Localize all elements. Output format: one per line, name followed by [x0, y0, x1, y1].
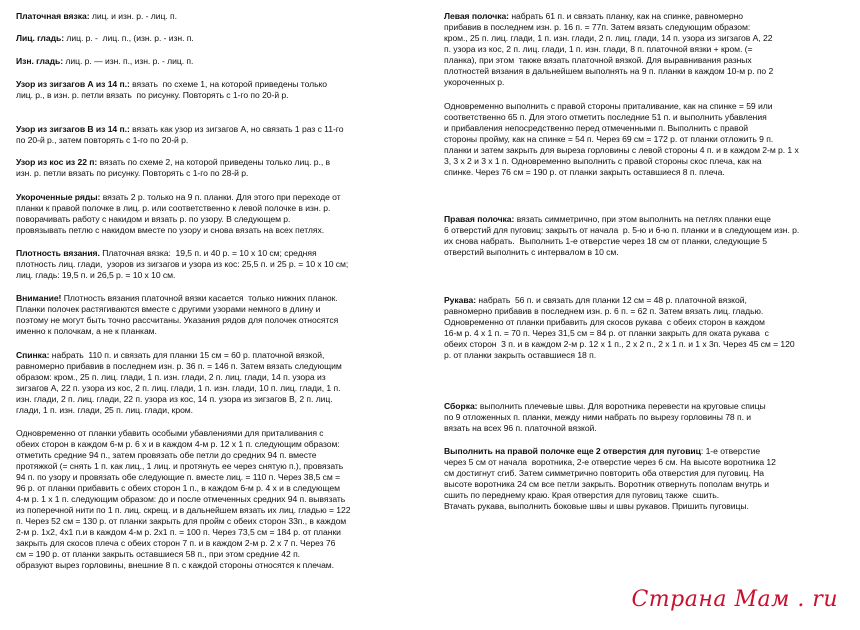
para-back-shaping: Одновременно от планки убавить особыми убавлениями для приталивания с обеих сторон в каждом 6-м р. 6 х и в каждом 4-м р. 12 х 1 п. следующим образом: отметить средние 94 п., затем провязать обе петли до средних 94 п. вместе протяжкой (= снять 1 п. как лиц., 1 лиц. и протянуть ее через снятую п.), провязать 94 п. по узору и провязать обе следующие п. вместе лиц. = 110 п. Через 38,5 см = 96 р. от планки прибавить с обеих сторон 1 п., в каждом 6-м р. 4 х и в следующем 4-м р. 1 х 1 п. следующим образом: до и после отмеченных средних 94 п. вывязать из поперечной нити по 1 п. лиц. скрещ. и в дальнейшем вязать их лиц. гладью = 122 п. Через 52 см = 130 р. от планки закрыть для пройм с обеих сторон 33п., в каждом 2-м р. 1х2, 4х1 п.и в каждом 4-м р. 2х1 п. = 100 п. Через 73,5 см = 184 р. от планки закрыть для скосов плеча с обеих сторон 7 п. и в каждом 2-м р. 2 х 7 п. Через 76 см = 190 р. от планки закрыть оставшиеся 58 п., при этом средние 42 п. образуют вырез горловины, внешние 8 п. с каждой стороны относятся к плечам. — [16, 428, 351, 570]
para-assembly: Сборка: выполнить плечевые швы. Для воротника перевести на круговые спицы по 9 отложенных п. планки, между ними набрать по вырезу горловины 78 п. и вязать на всех 96 п. платочной вязкой. — [444, 401, 766, 433]
para-gauge: Плотность вязания. Платочная вязка: 19,5 п. и 40 р. = 10 х 10 см; средняя плотность лиц. глади, узоров из зигзагов и узора из кос: 25,5 п. и 25 р. = 10 х 10 см; лиц. гладь: 19,5 п. и 26,5 р. = 10 х 10 см. — [16, 248, 349, 280]
watermark-text: Страна Мам . ru — [631, 587, 838, 612]
para-buttonholes: Выполнить на правой полочке еще 2 отверстия для пуговиц: 1-е отверстие через 5 см от начала воротника, 2-е отверстие через 6 см. На высоте воротника 12 см достигнут сгиб. Затем симметрично повторить оба отверстия для пуговиц. На высоте воротника 24 см все петли закрыть. Воротник отвернуть пополам внутрь и сшить по переднему краю. Края отверстия для пуговиц также сшить. Втачать рукава, выполнить боковые швы и швы рукавов. Пришить пуговицы. — [444, 446, 776, 511]
para-platochnaya: Платочная вязка: лиц. и изн. р. - лиц. п. — [16, 11, 177, 21]
para-short-rows: Укороченные ряды: вязать 2 р. только на 9 п. планки. Для этого при переходе от планки к правой полочке в лиц. р. или соответственно к левой полочке в изн. р. поворачивать работу с накидом и вязать р. по узору. В следующем р. провязывать петлю с накидом вместе по узору и снова вязать на всех петлях. — [16, 192, 341, 235]
para-sleeves: Рукава: набрать 56 п. и связать для планки 12 см = 48 р. платочной вязкой, равномерно прибавив в последнем изн. р. 6 п. = 62 п. Затем вязать лиц. гладью. Одновременно от планки прибавить для скосов рукава с обеих сторон в каждом 16-м р. 4 х 1 п. = 70 п. Через 31,5 см = 84 р. от планки закрыть для оката рукава с обеих сторон 3 п. и в каждом 2-м р. 12 х 1 п., 2 х 2 п., 2 х 1 п. и 1 х 3п. Через 45 см = 120 р. от планки закрыть оставшиеся 18 п. — [444, 295, 795, 360]
para-zigzag-a: Узор из зигзагов А из 14 п.: вязать по схеме 1, на которой приведены только лиц. р., в изн. р. петли вязать по рисунку. Повторять с 1-го по 20-й р. — [16, 79, 328, 100]
para-right-front: Правая полочка: вязать симметрично, при этом выполнить на петлях планки еще 6 отверстий для пуговиц: закрыть от начала р. 5-ю и 6-ю п. планки и в следующем изн. р. их снова набрать. Выполнить 1-е отверстие через 18 см от планки, следующие 5 отверстий выполнить с интервалом в 10 см. — [444, 214, 800, 257]
para-back: Спинка: набрать 110 п. и связать для планки 15 см = 60 р. платочной вязкой, равномерно прибавив в последнем изн. р. 36 п. = 146 п. Затем вязать следующим образом: кром., 25 п. лиц. глади, 1 п. изн. глади, 2 п. лиц. глади, 14 п. узора из зигзагов А, 22 п. узора из кос, 2 п. лиц. глади, 1 п. изн. глади, 10 п. лиц. глади, 1 п. изн. глади, 2 п. лиц. глади, 22 п. узора из кос, 14 п. узора из зигзагов В, 2 п. лиц. глади, 1 п. изн. глади, 25 п. лиц. глади, кром. — [16, 350, 342, 415]
para-attention: Внимание! Плотность вязания платочной вязки касается только нижних планок. Планки полочек растягиваются вместе с другими узорами немного в длину и поэтому не могут быть точно рассчитаны. Указания рядов для полочек относятся именно к полочкам, а не к планкам. — [16, 293, 339, 336]
para-zigzag-b: Узор из зигзагов В из 14 п.: вязать как узор из зигзагов А, но связать 1 раз с 11-го по 20-й р., затем повторять с 1-го по 20-й р. — [16, 124, 344, 145]
para-lic-glad: Лиц. гладь: лиц. р. - лиц. п., (изн. р. - изн. п. — [16, 33, 194, 43]
para-izn-glad: Изн. гладь: лиц. р. — изн. п., изн. р. - лиц. п. — [16, 56, 194, 66]
para-left-front-shaping: Одновременно выполнить с правой стороны приталивание, как на спинке = 59 или соответственно 65 п. Для этого отметить последние 51 п. и выполнить убавления и прибавления непосредственно перед отмеченными п. Выполнить с правой стороны пройму, как на спинке = 54 п. Через 69 см = 172 р. от планки отложить 9 п. планки и затем закрыть для выреза горловины с левой стороны 4 п. и в каждом 2-м р. 1 х 3, 3 х 2 и 3 х 1 п. Одновременно выполнить с правой стороны скос плеча, как на спинке. Через 76 см = 190 р. от планки закрыть оставшиеся 8 п. плеча. — [444, 101, 799, 177]
para-kosy: Узор из кос из 22 п: вязать по схеме 2, на которой приведены только лиц. р., в изн. р. петли вязать по рисунку. Повторять с 1-го по 28-й р. — [16, 157, 331, 178]
para-left-front: Левая полочка: набрать 61 п. и связать планку, как на спинке, равномерно прибавив в последнем изн. р. 16 п. = 77п. Затем вязать следующим образом: кром., 25 п. лиц. глади, 1 п. изн. глади, 2 п. лиц. глади, 14 п. узора из зигзагов А, 22 п. узора из кос, 2 п. лиц. глади, 1 п. изн. глади, 8 п. платочной вязки + кром. (= планка), при этом также вязать платочной вязкой. Для выравнивания разных плотностей вязания в дальнейшем выполнять на 9 п. планки в каждом 10-м р. по 2 укороченных р. — [444, 11, 774, 87]
site-watermark-logo — [631, 587, 838, 612]
